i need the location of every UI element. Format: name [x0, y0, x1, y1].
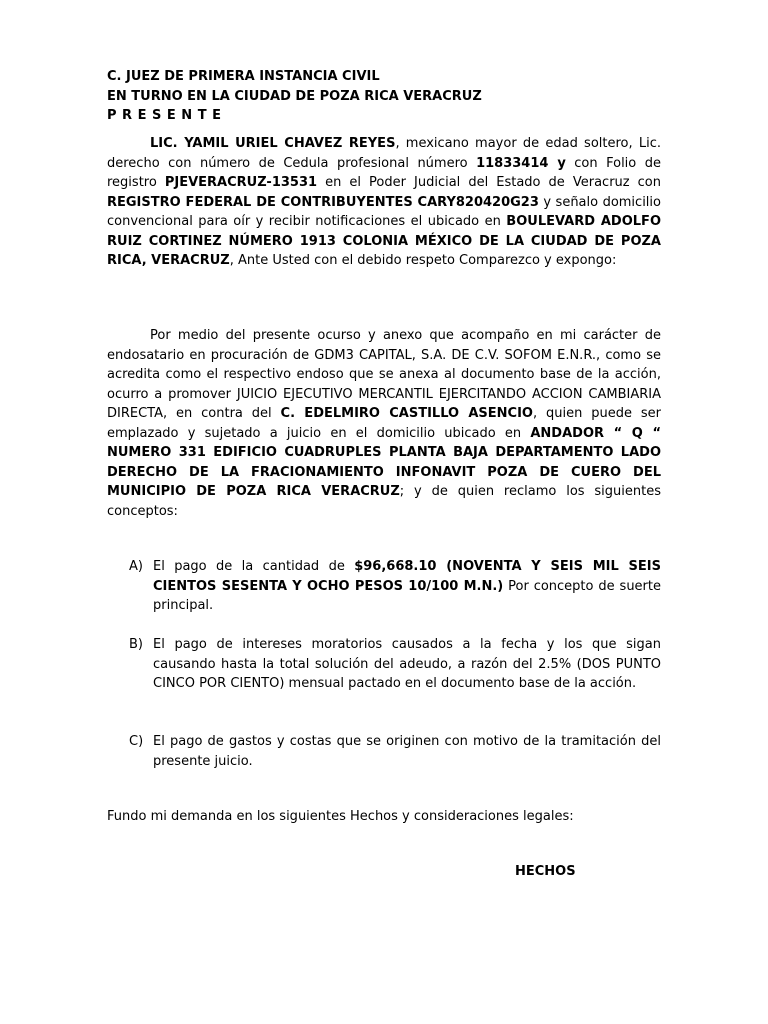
attorney-name: LIC. YAMIL URIEL CHAVEZ REYES	[150, 136, 396, 151]
item-a-text-2: Por concepto de suerte principal.	[153, 578, 661, 613]
intro-paragraph	[107, 134, 661, 271]
item-a-text-1: El pago de la cantidad de	[153, 559, 355, 574]
defendant-address: ANDADOR “ Q “ NUMERO 331 EDIFICIO CUADRUPLES PLANTA BAJA DEPARTAMENTO LADO DERECHO DE LA FRACIONAMIENTO INFONAVIT POZA DE CUERO DEL MUNICIPIO DE POZA RICA VERACRUZ	[107, 425, 661, 499]
list-marker-c: C)	[129, 734, 144, 749]
list-marker-b: B)	[129, 637, 143, 652]
addressee-line-2: EN TURNO EN LA CIUDAD DE POZA RICA VERACRUZ	[107, 89, 482, 104]
addressee-line-3: P R E S E N T E	[107, 108, 222, 123]
body-text-1: Por medio del presente ocurso y anexo que acompaño en mi carácter de endosatario en procuración de GDM3 CAPITAL, S.A. DE C.V. SOFOM E.N.R., como se acredita como el respectivo endoso que se anexa al documento base de la acción, ocurro a promover JUICIO EJECUTIVO MERCANTIL EJERCITANDO ACCION CAMBIARIA DIRECTA, en contra del	[107, 328, 661, 421]
folio-number: PJEVERACRUZ-13531	[164, 175, 318, 190]
list-item-c	[129, 732, 661, 771]
list-item-c-text: El pago de gastos y costas que se originen con motivo de la tramitación del presente juicio.	[153, 734, 661, 769]
list-item-b-text: El pago de intereses moratorios causados a la fecha y los que sigan causando hasta la total solución del adeudo, a razón del 2.5% (DOS PUNTO CINCO POR CIENTO) mensual pactado en el documento base de la acción.	[153, 637, 661, 691]
closing-line: Fundo mi demanda en los siguientes Hechos y consideraciones legales:	[107, 809, 574, 824]
intro-text-1: , mexicano mayor de edad soltero, Lic. derecho con número de Cedula profesional número	[107, 136, 661, 171]
defendant-name: C. EDELMIRO CASTILLO ASENCIO	[280, 406, 533, 421]
addressee-line-1: C. JUEZ DE PRIMERA INSTANCIA CIVIL	[107, 69, 380, 84]
body-text-3: ; y de quien reclamo los siguientes conceptos:	[107, 484, 662, 519]
body-paragraph	[107, 326, 661, 521]
list-item-a-text	[153, 557, 661, 616]
intro-text-3: en el Poder Judicial del Estado de Veracruz con	[317, 175, 661, 190]
intro-text-2: con Folio de registro	[107, 155, 661, 190]
list-item-a	[129, 557, 661, 616]
body-text-2: , quien puede ser emplazado y sujetado a juicio en el domicilio ubicado en	[107, 406, 661, 441]
section-title-hechos: HECHOS	[515, 864, 576, 879]
list-marker-a: A)	[129, 559, 143, 574]
attorney-address: BOULEVARD ADOLFO RUIZ CORTINEZ NÚMERO 1913 COLONIA MÉXICO DE LA CIUDAD DE POZA RICA, VERACRUZ	[107, 214, 661, 268]
intro-text-4: y señalo domicilio convencional para oír y recibir notificaciones el ubicado en	[107, 194, 661, 229]
intro-text-5: , Ante Usted con el debido respeto Comparezco y expongo:	[229, 253, 617, 268]
claim-amount: $96,668.10 (NOVENTA Y SEIS MIL SEIS CIENTOS SESENTA Y OCHO PESOS 10/100 M.N.)	[153, 559, 662, 594]
rfc-number: REGISTRO FEDERAL DE CONTRIBUYENTES CARY820420G23	[107, 194, 539, 210]
cedula-number: 11833414 y	[476, 155, 566, 171]
list-item-b	[129, 635, 661, 694]
